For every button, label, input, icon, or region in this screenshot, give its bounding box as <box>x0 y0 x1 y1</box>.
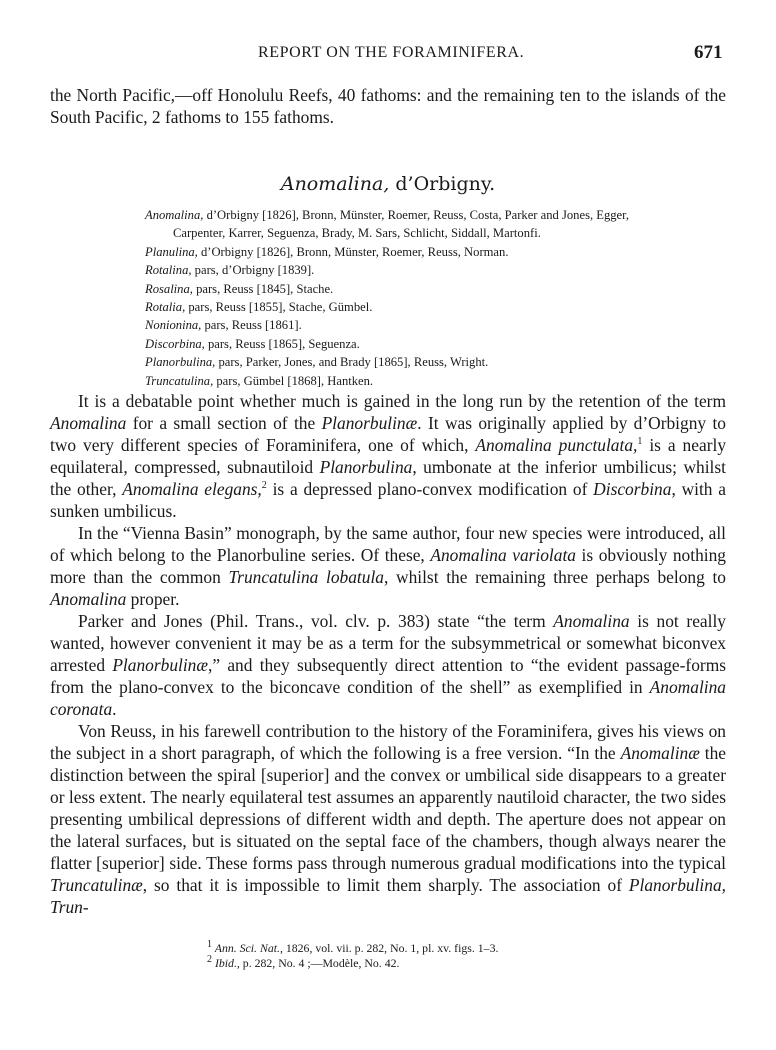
synonymy-list <box>145 206 730 390</box>
footnote: $^2$ Ibid., p. 282, No. 4 ;—Modèle, No. 42. <box>207 954 400 970</box>
running-head: REPORT ON THE FORAMINIFERA. <box>258 44 525 61</box>
footnote: $^1$ Ann. Sci. Nat., 1826, vol. vii. p. 282, No. 1, pl. xv. figs. 1–3. <box>207 939 499 955</box>
section-title <box>0 173 776 195</box>
main-text <box>50 390 726 918</box>
synonymy-entry: Truncatulina, pars, Gümbel [1868], Hantken. <box>145 373 374 388</box>
synonymy-entry-continued: Carpenter, Karrer, Seguenza, Brady, M. Sars, Schlicht, Siddall, Martonfi. <box>173 226 541 241</box>
paragraph: the North Pacific,—off Honolulu Reefs, 40 fathoms: and the remaining ten to the islands of the South Pacific, 2 fathoms to 155 fathoms. <box>50 85 726 127</box>
paragraph: Von Reuss, in his farewell contribution to the history of the Foraminifera, gives his views on the subject in a short paragraph, of which the following is a free version. “In the Anomalinæ the distinction between the spiral [superior] and the convex or umbilical side disappears to a greater or less extent. The nearly equilateral test assumes an apparently nautiloid character, the two sides presenting umbilical depressions of different width and depth. The aperture does not appear on the lateral surfaces, but is situated on the septal face of the chambers, though always nearer the flatter [superior] side. These forms pass through numerous gradual modifications into the typical Truncatulinæ, so that it is impossible to limit them sharply. The association of Planorbulina, Trun- <box>50 721 727 917</box>
synonymy-entry: Planorbulina, pars, Parker, Jones, and Brady [1865], Reuss, Wright. <box>145 355 489 370</box>
footnote-ref: 1 <box>637 436 643 448</box>
synonymy-entry: Rotalia, pars, Reuss [1855], Stache, Gümbel. <box>145 300 373 315</box>
synonymy-entry: Planulina, d’Orbigny [1826], Bronn, Münster, Roemer, Reuss, Norman. <box>145 244 509 259</box>
paragraph: It is a debatable point whether much is gained in the long run by the retention of the term Anomalina for a small section of the Planorbulinæ. It was originally applied by d’Orbigny to two very different species of Foraminifera, one of which, Anomalina punctulata,$^1$ is a nearly equilateral, compressed, subnautiloid Planorbulina, umbonate at the inferior umbilicus; whilst the other, Anomalina elegans,$^2$ is a depressed plano-convex modification of Discorbina, with a sunken umbilicus. <box>50 391 727 521</box>
genus-author: d’Orbigny. <box>389 173 496 195</box>
page-number: 671 <box>694 42 723 63</box>
intro-paragraph <box>50 84 726 128</box>
paragraph: In the “Vienna Basin” monograph, by the same author, four new species were introduced, all of which belong to the Planorbuline series. Of these, Anomalina variolata is obviously nothing more than the common Truncatulina lobatula, whilst the remaining three perhaps belong to Anomalina proper. <box>50 523 727 609</box>
synonymy-entry: Rosalina, pars, Reuss [1845], Stache. <box>145 281 334 296</box>
synonymy-entry: Discorbina, pars, Reuss [1865], Seguenza. <box>145 336 360 351</box>
paragraph: Parker and Jones (Phil. Trans., vol. clv. p. 383) state “the term Anomalina is not really wanted, however convenient it may be as a term for the subsymmetrical or somewhat biconvex arrested Planorbulinæ,” and they subsequently direct attention to “the evident passage-forms from the plano-convex to the biconcave condition of the shell” as exemplified in Anomalina coronata. <box>50 611 727 719</box>
synonymy-entry: Anomalina, d’Orbigny [1826], Bronn, Münster, Roemer, Reuss, Costa, Parker and Jones, Egger, <box>145 208 629 222</box>
genus-name: Anomalina, <box>280 173 390 195</box>
page-header <box>0 44 776 68</box>
synonymy-entry: Rotalina, pars, d’Orbigny [1839]. <box>145 263 315 278</box>
synonymy-entry: Nonionina, pars, Reuss [1861]. <box>145 318 302 333</box>
footnote-ref: 2 <box>261 480 267 492</box>
footnotes <box>207 941 498 971</box>
